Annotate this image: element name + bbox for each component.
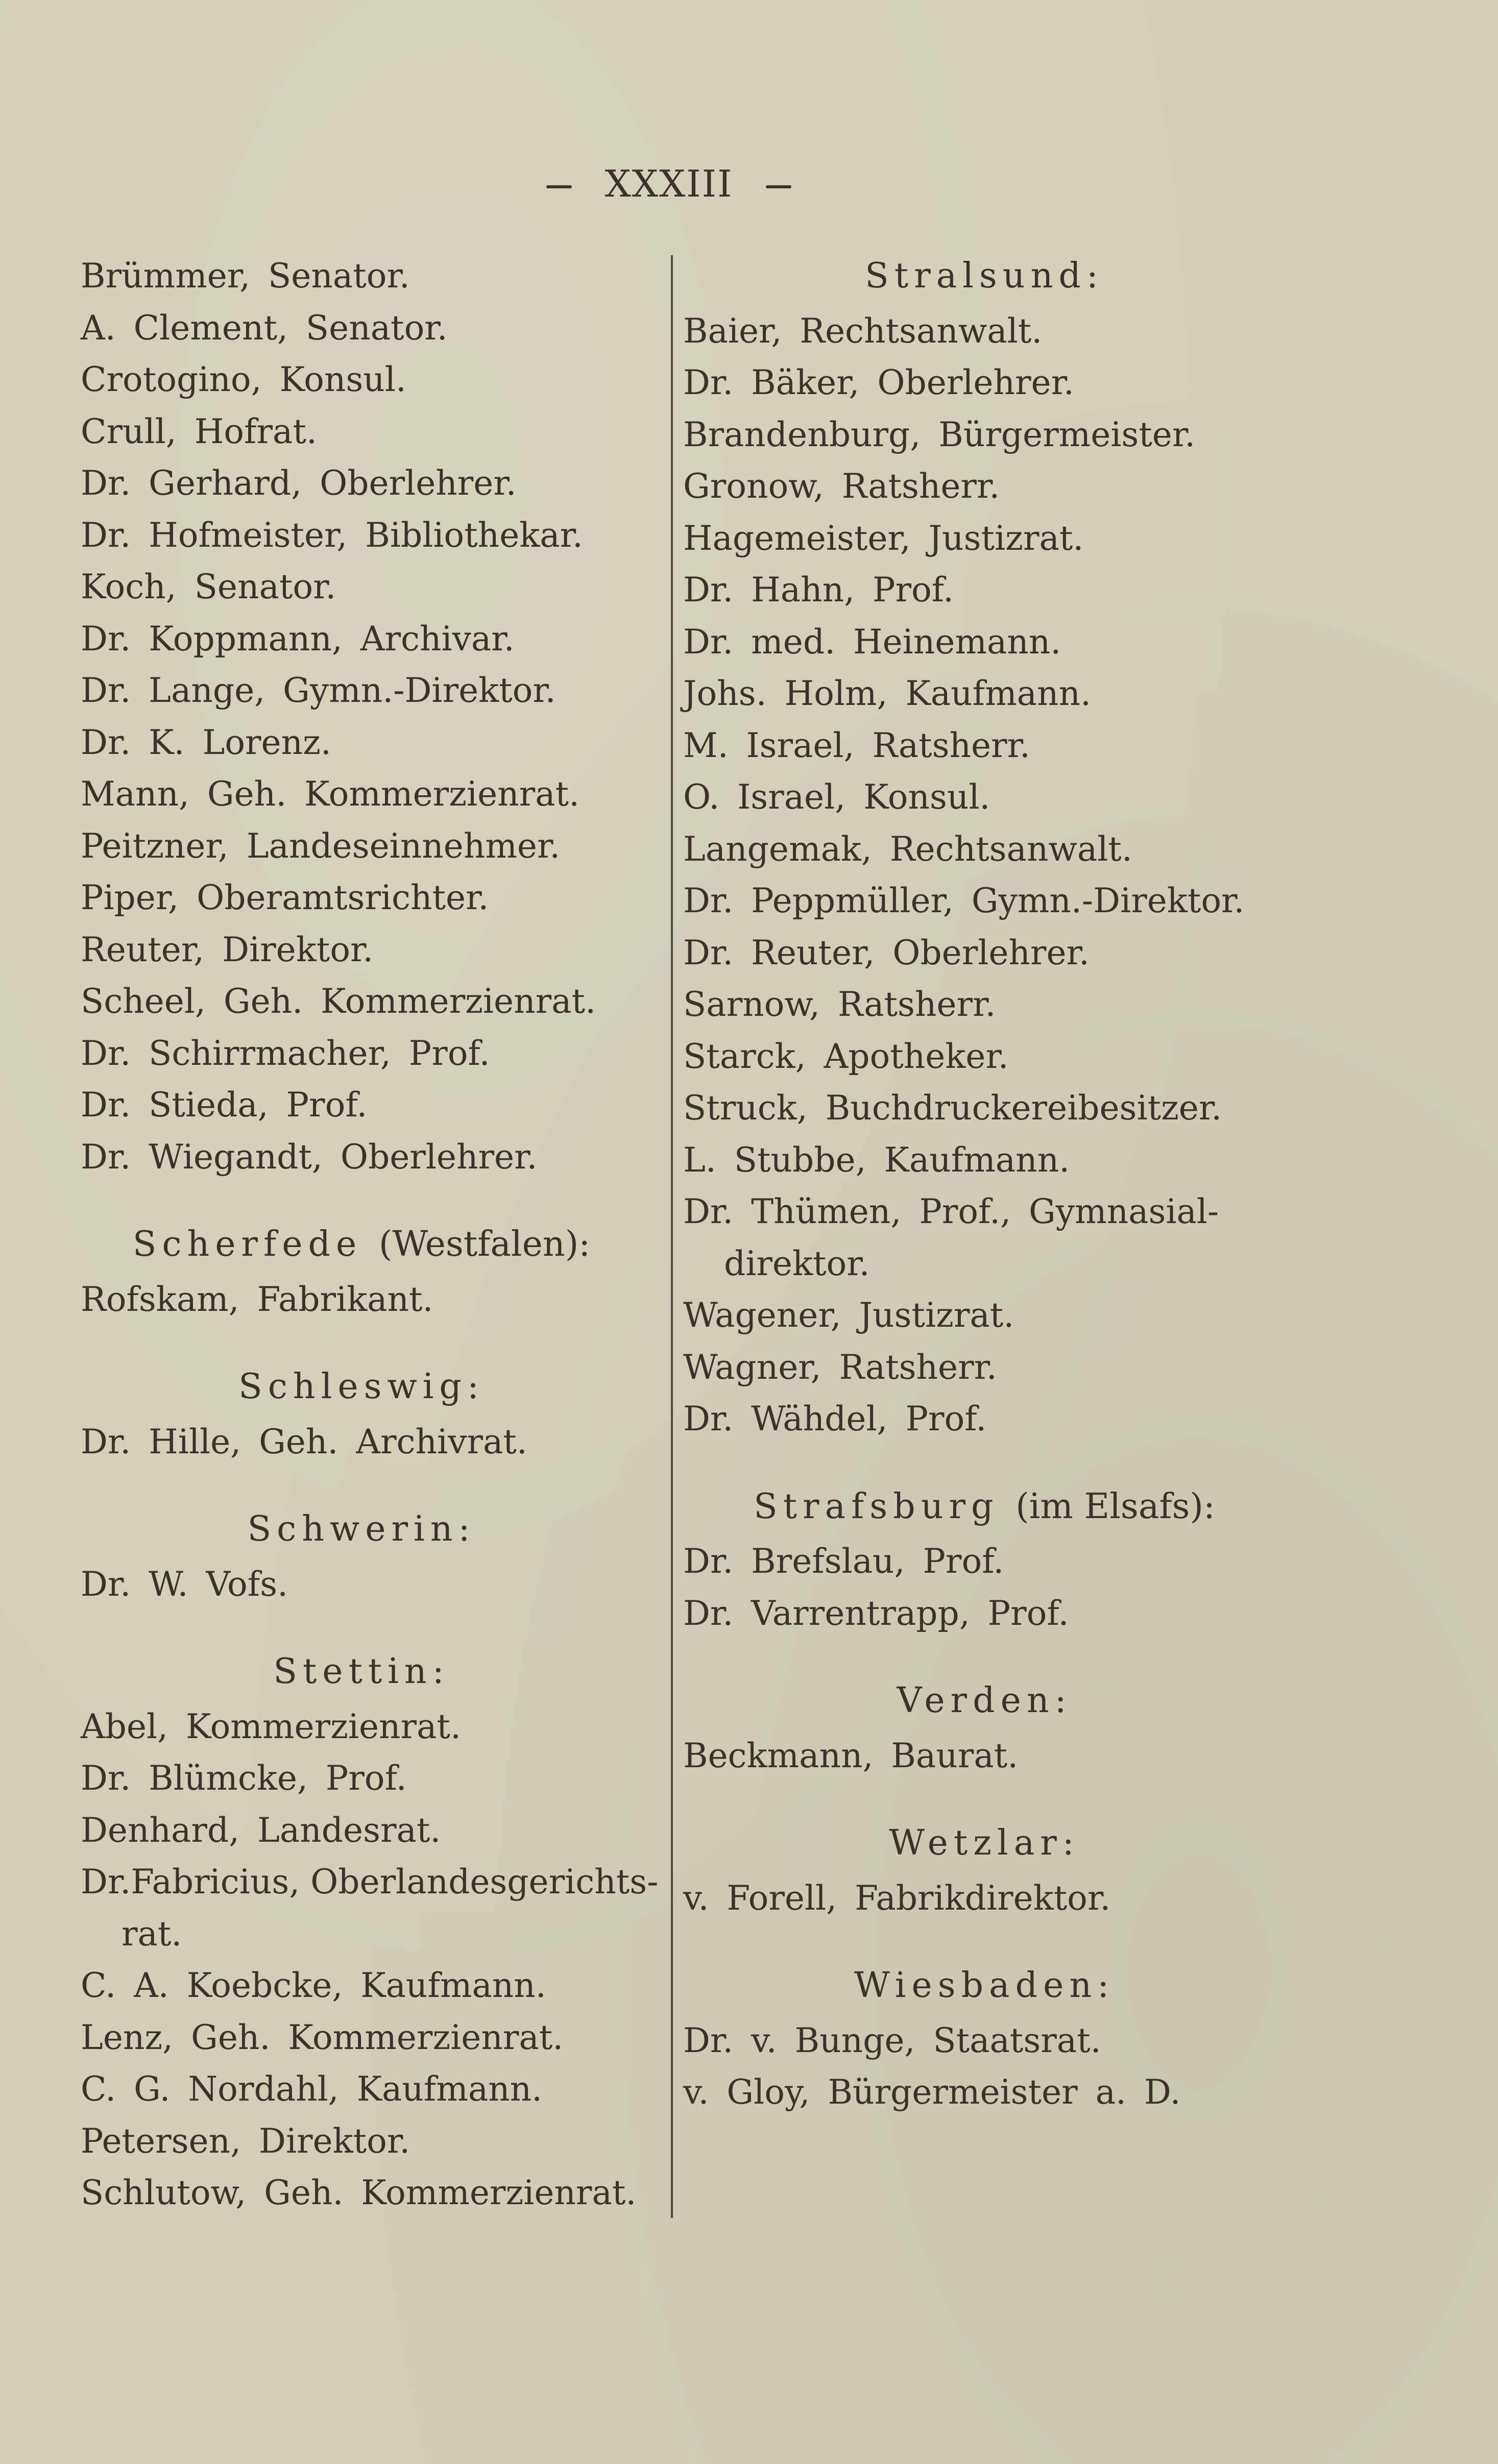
member-entry: Dr. Lange, Gymn.-Direktor.	[81, 671, 556, 710]
member-entry: Dr. Schirrmacher, Prof.	[81, 1033, 490, 1073]
left-column	[81, 250, 668, 2219]
member-entry: Abel, Kommerzienrat.	[81, 1706, 461, 1746]
city-section-schwerin	[81, 1503, 668, 1610]
member-entry: Crull, Hofrat.	[81, 411, 317, 451]
member-entry: Struck, Buchdruckereibesitzer.	[683, 1088, 1222, 1128]
member-entry: Dr. v. Bunge, Staatsrat.	[683, 2020, 1101, 2060]
member-entry: Gronow, Ratsherr.	[683, 467, 1000, 506]
member-entry: Johs. Holm, Kaufmann.	[683, 674, 1091, 713]
member-entry: Dr.Fabricius, Oberlandesgerichts-	[81, 1862, 659, 1901]
city-name: Verden:	[897, 1680, 1072, 1721]
city-name: Wetzlar:	[889, 1823, 1080, 1863]
city-heading	[81, 1361, 642, 1413]
member-entry: Baier, Rechtsanwalt.	[683, 311, 1043, 351]
member-entry: Petersen, Direktor.	[81, 2121, 410, 2161]
member-entry: Dr. Hofmeister, Bibliothekar.	[81, 515, 583, 555]
member-entry: Peitzner, Landeseinnehmer.	[81, 826, 561, 866]
member-entry: Dr. med. Heinemann.	[683, 622, 1061, 662]
city-qualifier: (Westfalen):	[378, 1224, 591, 1264]
member-entry: C. A. Koebcke, Kaufmann.	[81, 1966, 546, 2005]
city-section-verden	[683, 1675, 1311, 1782]
city-heading	[683, 250, 1286, 302]
member-entry: Hagemeister, Justizrat.	[683, 518, 1084, 558]
city-name: Stettin:	[273, 1651, 450, 1692]
member-entry: Brümmer, Senator.	[81, 256, 410, 296]
member-entry: Langemak, Rechtsanwalt.	[683, 829, 1132, 869]
city-heading	[683, 1481, 1286, 1533]
member-entry: Denhard, Landesrat.	[81, 1810, 441, 1850]
city-name: Strafsburg	[754, 1486, 999, 1527]
member-entry: Dr. Peppmüller, Gymn.-Direktor.	[683, 881, 1245, 920]
member-entry: v. Gloy, Bürgermeister a. D.	[683, 2072, 1181, 2112]
city-heading	[683, 1817, 1286, 1869]
member-entry: Dr. Hahn, Prof.	[683, 570, 954, 609]
member-entry: Piper, Oberamtsrichter.	[81, 878, 489, 917]
member-entry: Starck, Apotheker.	[683, 1036, 1009, 1076]
member-entry: L. Stubbe, Kaufmann.	[683, 1140, 1070, 1180]
member-entry: Crotogino, Konsul.	[81, 360, 406, 399]
city-heading	[683, 1960, 1286, 2012]
page-number-header	[0, 162, 1338, 205]
continued-member-list	[81, 250, 668, 1183]
city-section-wiesbaden	[683, 1960, 1311, 2118]
member-entry: Lenz, Geh. Kommerzienrat.	[81, 2017, 564, 2057]
city-section-scherfede	[81, 1218, 668, 1325]
city-heading	[81, 1646, 642, 1698]
member-entry: Dr. Varrentrapp, Prof.	[683, 1593, 1069, 1633]
member-entry: Koch, Senator.	[81, 567, 336, 606]
city-name: Schwerin:	[247, 1509, 476, 1549]
member-entry: Dr. Gerhard, Oberlehrer.	[81, 463, 517, 503]
header-dash-left	[546, 185, 572, 188]
member-entry: Dr. Wähdel, Prof.	[683, 1399, 987, 1438]
member-entry: Dr. Thümen, Prof., Gymnasial-	[683, 1192, 1219, 1231]
member-entry: Mann, Geh. Kommerzienrat.	[81, 774, 580, 814]
member-entry: Dr. Blümcke, Prof.	[81, 1759, 407, 1798]
city-section-strassburg	[683, 1481, 1311, 1640]
member-entry-continuation: direktor.	[724, 1243, 870, 1283]
member-entry: C. G. Nordahl, Kaufmann.	[81, 2069, 543, 2109]
member-entry: Dr. Wiegandt, Oberlehrer.	[81, 1137, 538, 1177]
member-entry: Sarnow, Ratsherr.	[683, 985, 996, 1024]
member-entry: Dr. W. Vofs.	[81, 1564, 288, 1604]
member-entry: Dr. K. Lorenz.	[81, 722, 331, 762]
city-name: Stralsund:	[865, 256, 1104, 296]
member-entry: A. Clement, Senator.	[81, 308, 448, 348]
member-entry: v. Forell, Fabrikdirektor.	[683, 1878, 1111, 1918]
right-column	[683, 250, 1311, 2118]
member-entry: Dr. Reuter, Oberlehrer.	[683, 933, 1090, 972]
member-entry: Schlutow, Geh. Kommerzienrat.	[81, 2173, 637, 2212]
member-entry: M. Israel, Ratsherr.	[683, 725, 1030, 765]
member-entry: Beckmann, Baurat.	[683, 1736, 1019, 1775]
city-section-stralsund	[683, 250, 1311, 1445]
city-section-wetzlar	[683, 1817, 1311, 1924]
member-entry: Rofskam, Fabrikant.	[81, 1279, 433, 1319]
member-entry: Dr. Hille, Geh. Archivrat.	[81, 1422, 527, 1461]
city-name: Scherfede	[132, 1224, 363, 1264]
header-dash-right	[766, 185, 791, 188]
city-name: Wiesbaden:	[854, 1965, 1115, 2006]
city-name: Schleswig:	[238, 1367, 485, 1407]
city-section-stettin	[81, 1646, 668, 2219]
member-entry: Scheel, Geh. Kommerzienrat.	[81, 982, 596, 1021]
city-heading	[683, 1675, 1286, 1727]
member-entry: O. Israel, Konsul.	[683, 777, 990, 817]
member-entry: Dr. Stieda, Prof.	[81, 1085, 368, 1125]
member-entry: Dr. Koppmann, Archivar.	[81, 619, 515, 658]
column-divider	[671, 255, 673, 2218]
member-entry: Dr. Bäker, Oberlehrer.	[683, 363, 1074, 402]
member-entry: Wagner, Ratsherr.	[683, 1347, 997, 1387]
member-entry: Dr. Brefslau, Prof.	[683, 1542, 1004, 1581]
page-number: XXXIII	[605, 162, 733, 205]
member-entry-continuation: rat.	[122, 1914, 182, 1954]
city-qualifier: (im Elsafs):	[1016, 1486, 1215, 1527]
city-section-schleswig	[81, 1361, 668, 1468]
city-heading	[81, 1503, 642, 1555]
member-entry: Wagener, Justizrat.	[683, 1296, 1014, 1335]
city-heading	[81, 1218, 642, 1271]
member-entry: Reuter, Direktor.	[81, 930, 374, 969]
member-entry: Brandenburg, Bürgermeister.	[683, 414, 1196, 454]
